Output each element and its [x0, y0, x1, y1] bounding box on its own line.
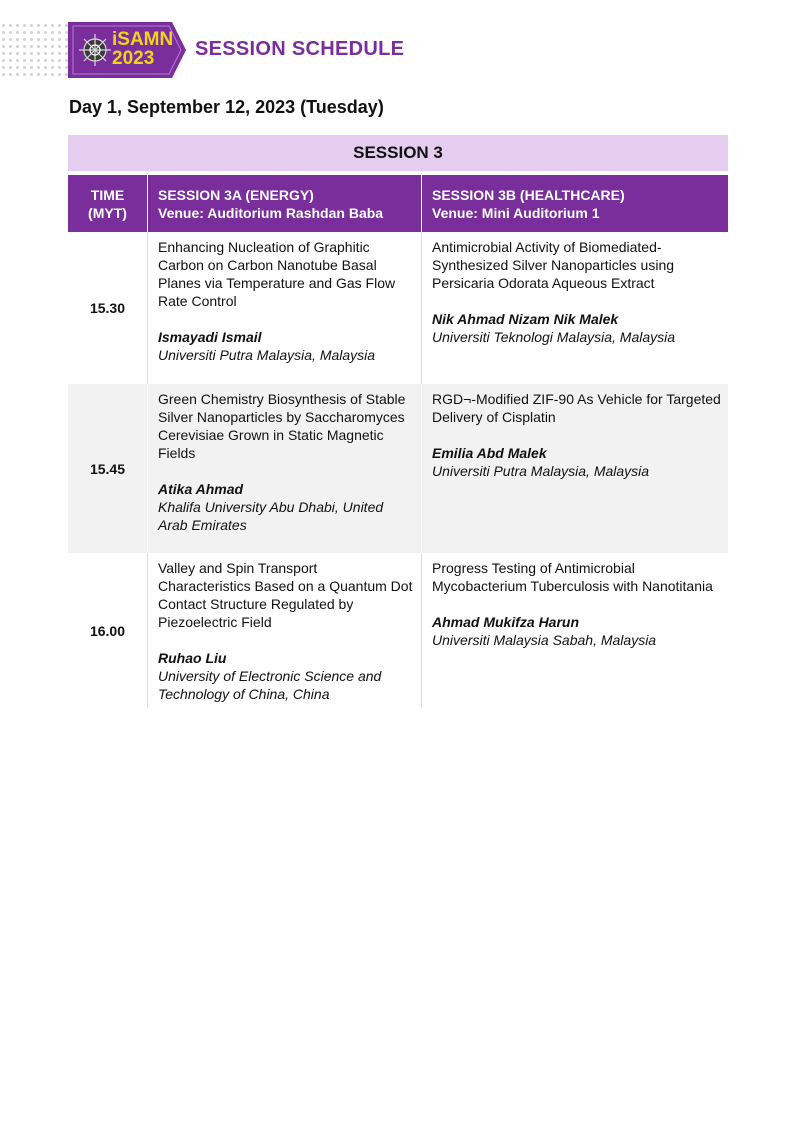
- time-cell: 15.30: [89, 300, 126, 316]
- column-divider: [147, 384, 148, 553]
- time-column-header: [68, 175, 147, 232]
- logo-name: iSAMN: [112, 29, 174, 50]
- day-heading: Day 1, September 12, 2023 (Tuesday): [69, 97, 384, 117]
- table-row: [68, 232, 728, 384]
- session-3a-title: SESSION 3A (ENERGY): [158, 187, 314, 203]
- speaker-name: Emilia Abd Malek: [432, 445, 547, 461]
- column-divider: [147, 232, 148, 384]
- speaker-name: Ahmad Mukifza Harun: [432, 614, 580, 630]
- session-3a-talk: [158, 390, 413, 534]
- column-divider: [421, 232, 422, 384]
- session-3b-header: [422, 175, 728, 232]
- talk-title: Enhancing Nucleation of Graphitic Carbon on Carbon Nanotube Basal Planes via Temperature and Gas Flow Rate Control: [158, 239, 396, 309]
- session-banner: SESSION 3: [68, 135, 728, 171]
- session-3a-venue: Venue: Auditorium Rashdan Baba: [158, 205, 384, 221]
- time-cell: 16.00: [89, 622, 126, 639]
- session-3a-header: [148, 175, 421, 232]
- decorative-dot-grid: [0, 22, 70, 78]
- speaker-name: Nik Ahmad Nizam Nik Malek: [432, 311, 619, 327]
- session-3b-venue: Venue: Mini Auditorium 1: [432, 205, 600, 221]
- talk-title: Antimicrobial Activity of Biomediated-Synthesized Silver Nanoparticles using Persicaria Odorata Aqueous Extract: [432, 239, 675, 291]
- speaker-name: Ruhao Liu: [158, 650, 227, 666]
- column-divider: [147, 553, 148, 708]
- speaker-affiliation: Universiti Putra Malaysia, Malaysia: [158, 347, 376, 363]
- speaker-affiliation: Universiti Putra Malaysia, Malaysia: [432, 463, 650, 479]
- time-cell: 15.45: [89, 460, 126, 477]
- session-3b-title: SESSION 3B (HEALTHCARE): [432, 187, 625, 203]
- session-3b-talk: [432, 390, 722, 480]
- table-header-row: [68, 175, 728, 232]
- table-row: [68, 384, 728, 553]
- speaker-name: Atika Ahmad: [158, 481, 244, 497]
- logo-wordmark: [112, 30, 173, 68]
- time-header-label: TIME: [90, 187, 125, 203]
- time-header-unit: (MYT): [88, 205, 127, 221]
- speaker-affiliation: Universiti Malaysia Sabah, Malaysia: [432, 632, 657, 648]
- session-3b-talk: [432, 559, 722, 649]
- column-divider: [421, 553, 422, 708]
- talk-title: Green Chemistry Biosynthesis of Stable Silver Nanoparticles by Saccharomyces Cerevisiae Grown in Static Magnetic Fields: [158, 391, 406, 461]
- speaker-affiliation: Universiti Teknologi Malaysia, Malaysia: [432, 329, 676, 345]
- logo-year: 2023: [112, 48, 155, 69]
- speaker-affiliation: University of Electronic Science and Technology of China, China: [158, 668, 382, 702]
- session-3b-talk: [432, 238, 722, 346]
- talk-title: Progress Testing of Antimicrobial Mycobacterium Tuberculosis with Nanotitania: [432, 560, 713, 594]
- speaker-affiliation: Khalifa University Abu Dhabi, United Arab Emirates: [158, 499, 384, 533]
- talk-title: RGD¬-Modified ZIF-90 As Vehicle for Targeted Delivery of Cisplatin: [432, 391, 721, 425]
- session-3a-talk: [158, 238, 413, 364]
- session-3a-talk: [158, 559, 413, 703]
- talk-title: Valley and Spin Transport Characteristics Based on a Quantum Dot Contact Structure Regulated by Piezoelectric Field: [158, 560, 413, 630]
- speaker-name: Ismayadi Ismail: [158, 329, 262, 345]
- table-row: [68, 553, 728, 708]
- column-divider: [421, 384, 422, 553]
- page-title: SESSION SCHEDULE: [195, 38, 405, 60]
